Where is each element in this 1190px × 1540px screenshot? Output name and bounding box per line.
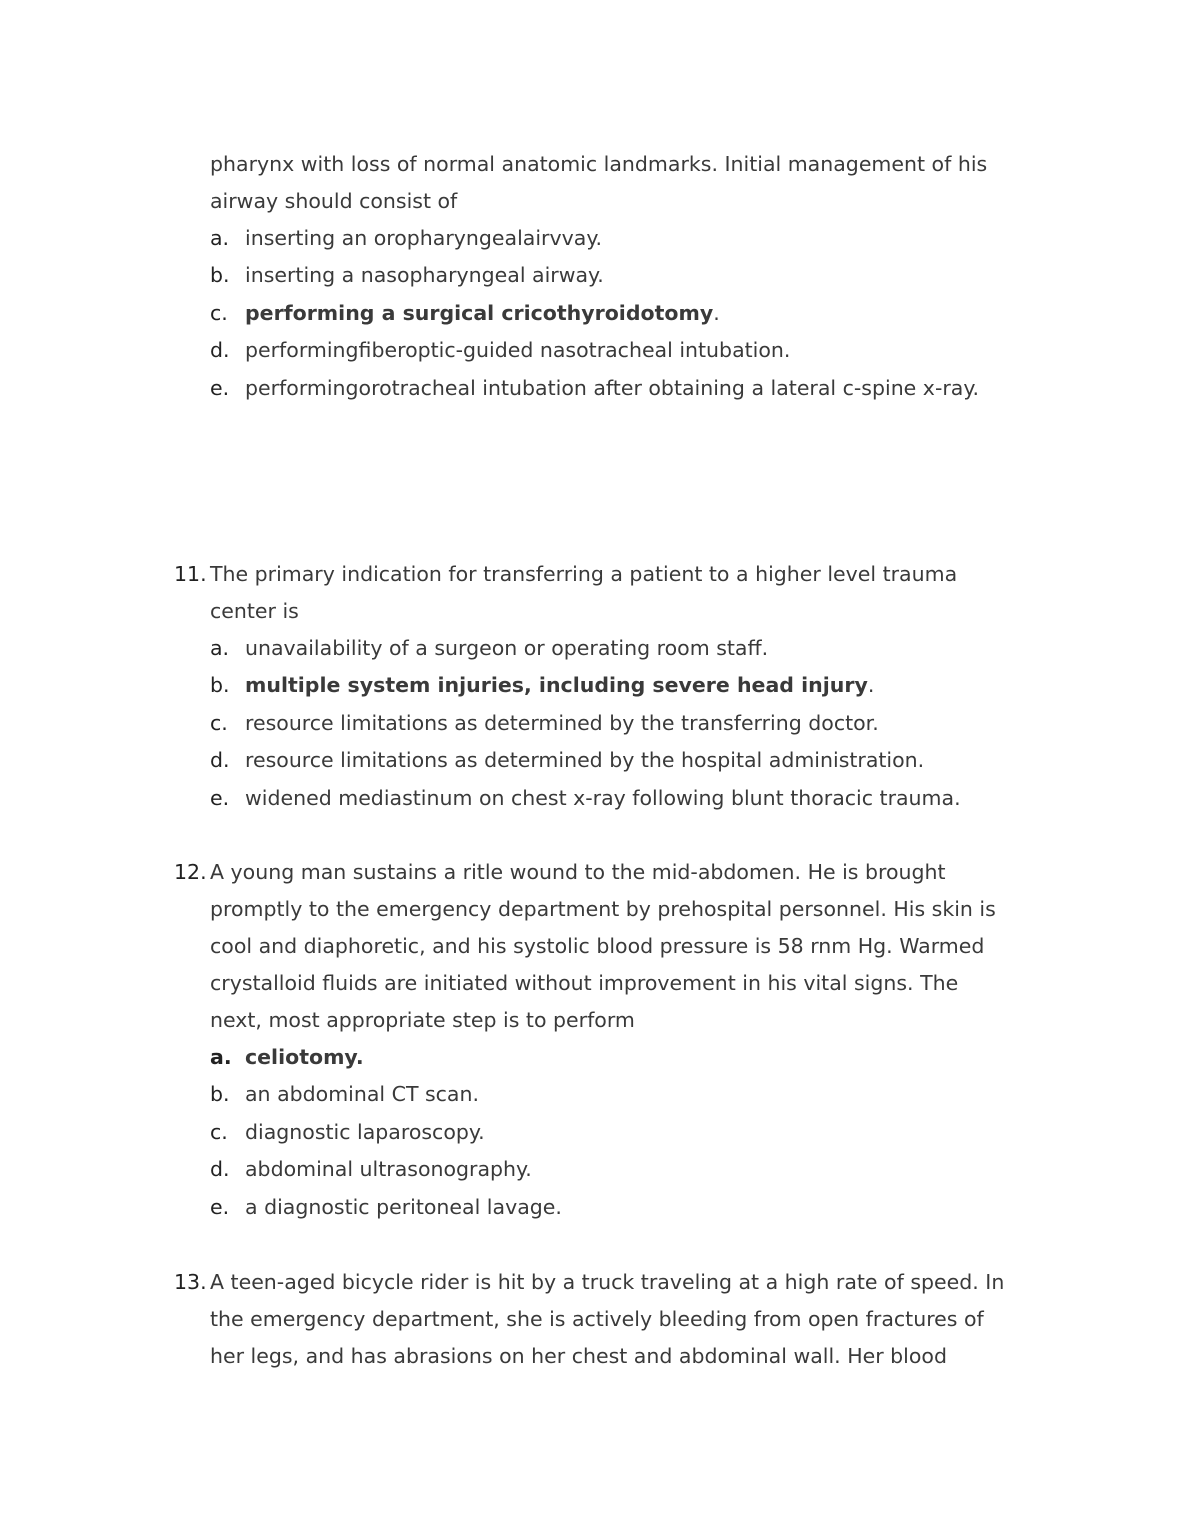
option-suffix: . bbox=[867, 673, 875, 698]
question-13 bbox=[174, 1264, 1050, 1375]
option-text-bold: multiple system injuries, including severe head injury bbox=[245, 673, 868, 698]
question-stem-line: the emergency department, she is actively bleeding from open fractures of bbox=[210, 1307, 984, 1331]
question-stem-line: pharynx with loss of normal anatomic landmarks. Initial management of his bbox=[210, 152, 988, 176]
question-stem-line: A teen-aged bicycle rider is hit by a truck traveling at a high rate of speed. In bbox=[210, 1270, 1005, 1294]
option-letter: b. bbox=[210, 263, 230, 288]
option-d bbox=[210, 1151, 1050, 1188]
option-letter: a. bbox=[210, 636, 230, 660]
option-a bbox=[210, 220, 1050, 257]
question-stem-line: cool and diaphoretic, and his systolic blood pressure is 58 rnm Hg. Warmed bbox=[210, 934, 985, 958]
question-stem-line: airway should consist of bbox=[210, 189, 458, 213]
option-letter: e. bbox=[210, 375, 230, 400]
question-stem-line: center is bbox=[210, 599, 299, 623]
option-letter: c. bbox=[210, 300, 228, 325]
option-c bbox=[210, 705, 1050, 742]
option-text-bold: performing a surgical cricothyroidotomy bbox=[245, 300, 714, 325]
question-number: 11. bbox=[174, 562, 207, 586]
question-stem-line: promptly to the emergency department by prehospital personnel. His skin is bbox=[210, 897, 996, 921]
question-11 bbox=[174, 556, 1050, 817]
option-letter: b. bbox=[210, 1082, 230, 1107]
option-suffix: . bbox=[713, 300, 720, 325]
option-letter: b. bbox=[210, 673, 230, 698]
question-number: 12. bbox=[174, 860, 207, 884]
question-stem-line: her legs, and has abrasions on her chest and abdominal wall. Her blood bbox=[210, 1344, 947, 1368]
option-a bbox=[210, 630, 1050, 667]
option-e bbox=[210, 370, 1050, 407]
option-a-correct bbox=[210, 1039, 1050, 1076]
question-stem-line: crystalloid fluids are initiated without improvement in his vital signs. The bbox=[210, 971, 959, 995]
option-text: an abdominal CT scan. bbox=[245, 1082, 480, 1107]
option-b-correct bbox=[210, 667, 1050, 704]
option-text-bold: celiotomy. bbox=[245, 1045, 364, 1069]
option-letter: c. bbox=[210, 1119, 228, 1144]
option-text: performingorotracheal intubation after obtaining a lateral c-spine x-ray. bbox=[245, 375, 980, 400]
option-text: performingfiberoptic-guided nasotracheal intubation. bbox=[245, 338, 791, 363]
option-e bbox=[210, 1189, 1050, 1226]
option-letter: e. bbox=[210, 1194, 230, 1219]
option-letter: a. bbox=[210, 226, 230, 250]
option-c-correct bbox=[210, 295, 1050, 332]
question-10-continued bbox=[210, 146, 1050, 407]
question-stem-line: next, most appropriate step is to perform bbox=[210, 1008, 635, 1032]
option-d bbox=[210, 742, 1050, 779]
option-letter: d. bbox=[210, 1157, 230, 1182]
question-12 bbox=[174, 854, 1050, 1226]
option-b bbox=[210, 257, 1050, 294]
option-text: widened mediastinum on chest x-ray following blunt thoracic trauma. bbox=[245, 785, 961, 810]
option-c bbox=[210, 1114, 1050, 1151]
question-stem-line: The primary indication for transferring a patient to a higher level trauma bbox=[210, 562, 958, 586]
option-text: abdominal ultrasonography. bbox=[245, 1157, 532, 1182]
option-letter: a. bbox=[210, 1045, 232, 1069]
question-number: 13. bbox=[174, 1270, 207, 1294]
option-b bbox=[210, 1076, 1050, 1113]
option-text: inserting an oropharyngealairvvay. bbox=[245, 226, 603, 250]
option-letter: d. bbox=[210, 748, 230, 773]
option-d bbox=[210, 332, 1050, 369]
question-stem-line: A young man sustains a ritle wound to the mid-abdomen. He is brought bbox=[210, 860, 946, 884]
option-e bbox=[210, 780, 1050, 817]
option-text: inserting a nasopharyngeal airway. bbox=[245, 263, 604, 288]
option-letter: e. bbox=[210, 785, 230, 810]
option-letter: c. bbox=[210, 710, 228, 735]
option-text: diagnostic laparoscopy. bbox=[245, 1119, 485, 1144]
option-text: resource limitations as determined by the hospital administration. bbox=[245, 748, 925, 773]
option-text: resource limitations as determined by the transferring doctor. bbox=[245, 710, 879, 735]
option-text: unavailability of a surgeon or operating room staff. bbox=[245, 636, 769, 660]
option-text: a diagnostic peritoneal lavage. bbox=[245, 1194, 562, 1219]
option-letter: d. bbox=[210, 338, 230, 363]
